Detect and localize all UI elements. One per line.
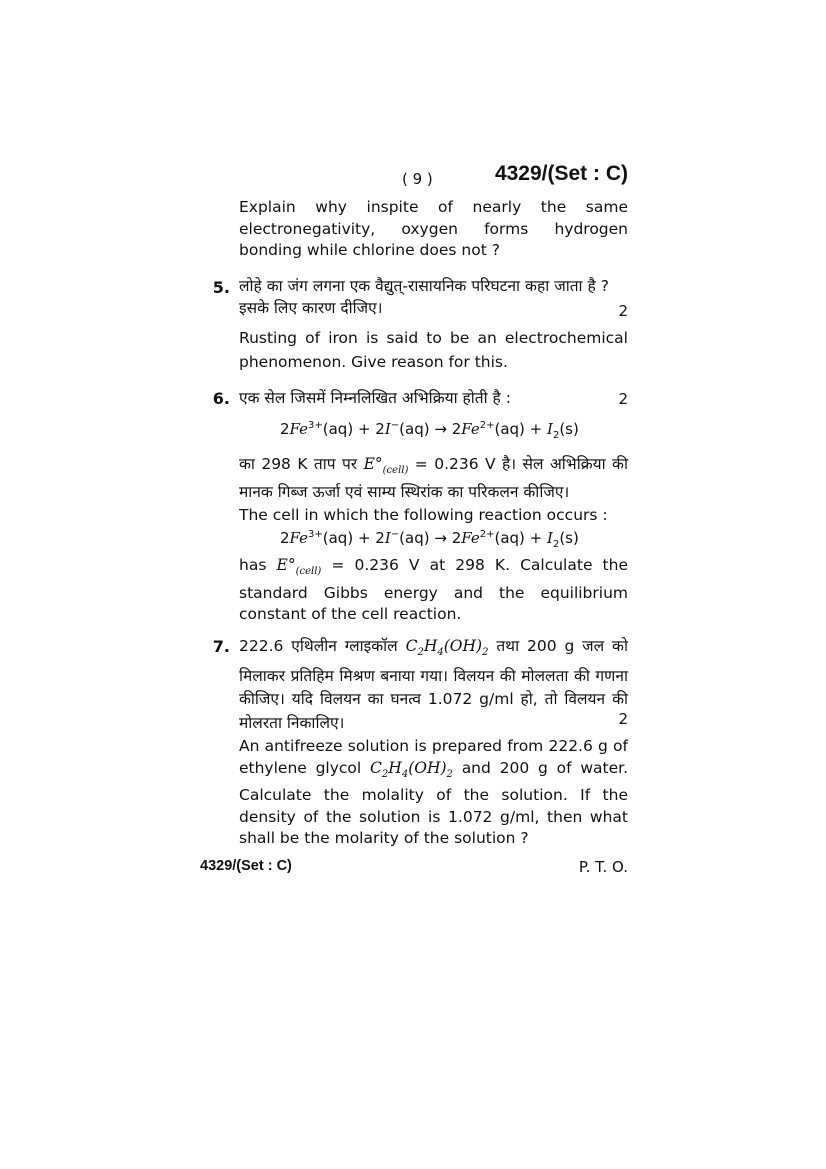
q6-hindi-body: का 298 K ताप पर $E^\circ_{(cell)} = 0.236$ V है। सेल अभिक्रिया की मानक गिब्ज ऊर्जा एवं साम्य स्थिरांक का परिकलन कीजिए। xyxy=(239,455,628,501)
q6-english-intro: The cell in which the following reaction occurs : xyxy=(239,506,608,524)
emf-symbol: E° xyxy=(363,455,383,473)
q7-english-body: An antifreeze solution is prepared from 222.6 g of ethylene glycol $C_2H_4(OH)_2$ and 200 g of water. Calculate the molality of the solution. If the density of the solution is 1.072 g/ml, then what shall be the molarity of the solution ? xyxy=(239,737,629,848)
question-number-7: 7. xyxy=(212,637,230,656)
page-number: ( 9 ) xyxy=(402,170,433,188)
question-number-5: 5. xyxy=(212,278,230,297)
page-header xyxy=(200,162,630,192)
q5-hindi-text: लोहे का जंग लगना एक वैद्युत्-रासायनिक परिघटना कहा जाता है ? इसके लिए कारण दीजिए। xyxy=(239,277,609,317)
q7-hindi-body: 222.6 एथिलीन ग्लाइकॉल $C_2H_4(OH)_2$ तथा 200 g जल को मिलाकर प्रतिहिम मिश्रण बनाया गया। विलयन की मोललता की गणना कीजिए। यदि विलयन का घनत्व 1.072 g/ml हो, तो विलयन की मोलरता निकालिए। xyxy=(239,637,628,732)
footer-pto: P. T. O. xyxy=(578,858,628,876)
q4-english-text: Explain why inspite of nearly the same electronegativity, oxygen forms hydrogen bonding while chlorine does not ? xyxy=(239,198,628,259)
ethylene-glycol-formula: $C_2H_4(OH)_2$ xyxy=(405,637,489,659)
q6-marks: 2 xyxy=(618,390,628,408)
q5-english-text: Rusting of iron is said to be an electrochemical phenomenon. Give reason for this. xyxy=(239,329,628,371)
footer-paper-code: 4329/(Set : C) xyxy=(200,858,292,874)
paper-code: 4329/(Set : C) xyxy=(494,162,628,185)
q6-reaction-equation-hindi: $2Fe^{3+}(aq) + 2I^-(aq) \to 2Fe^{2+}(aq) + I_2(s)$ xyxy=(280,420,579,441)
q5-marks: 2 xyxy=(618,302,628,320)
q6-reaction-equation-english: $2Fe^{3+}(aq) + 2I^-(aq) \to 2Fe^{2+}(aq) + I_2(s)$ xyxy=(280,529,579,550)
question-number-6: 6. xyxy=(212,389,230,408)
q6-english-body: has $E^\circ_{(cell)} = 0.236$ V at 298 K. Calculate the standard Gibbs energy and the equilibrium constant of the cell reaction. xyxy=(239,556,628,624)
q7-marks: 2 xyxy=(618,710,628,728)
q6-hindi-intro: एक सेल जिसमें निम्नलिखित अभिक्रिया होती है : xyxy=(239,389,511,407)
